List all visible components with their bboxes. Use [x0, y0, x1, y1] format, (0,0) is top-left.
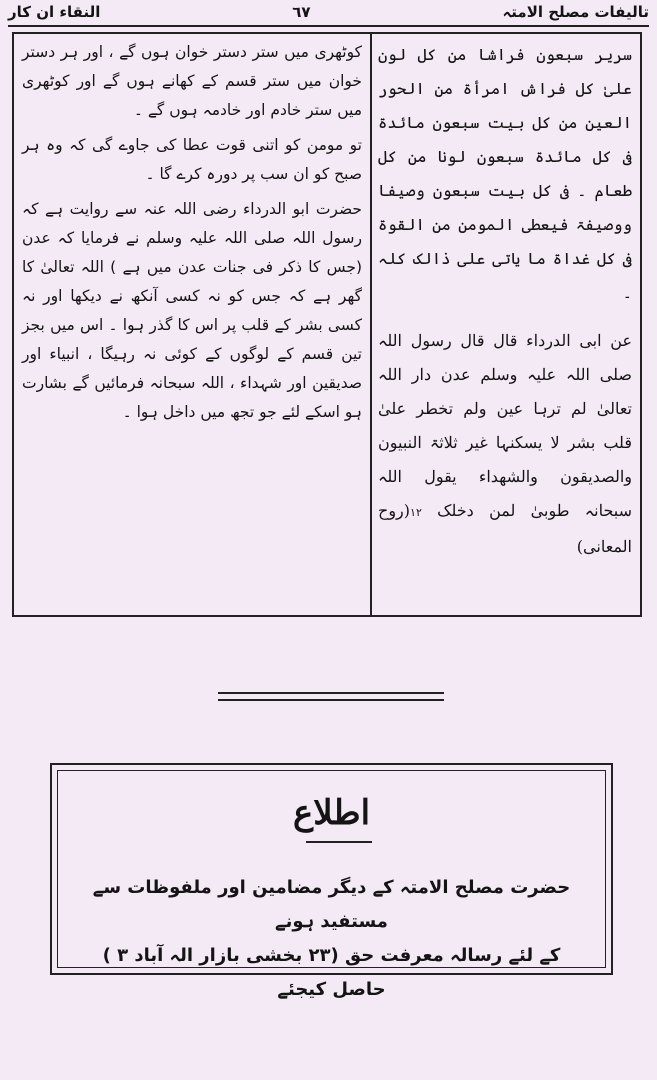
notice-line: کے لئے رسالہ معرفت حق (٢٣ بخشی بازار الہ آباد ٣ ) حاصل کیجئے — [102, 945, 561, 1000]
footnote-mark: ١٢ — [410, 506, 422, 519]
urdu-column — [22, 38, 362, 427]
urdu-paragraph: تو مومن کو اتنی قوت عطا کی جاوے گی کہ وہ ہر صبح کو ان سب پر دورہ کرے گا ۔ — [22, 136, 362, 183]
book-title: تالیفات مصلح الامتہ — [502, 3, 649, 21]
notice-text — [74, 871, 589, 1007]
separator-rule-bottom — [218, 699, 444, 701]
urdu-paragraph: حضرت ابو الدرداء رضی اللہ عنہ سے روایت ہے کہ رسول اللہ صلی اللہ علیہ وسلم نے فرمایا کہ عدن (جس کا ذکر فی جنات عدن میں ہے ) اللہ تعالیٰ کا گھر ہے کہ جس کو نہ کسی آنکھ نے دیکھا اور نہ کسی بشر کے قلب پر اس کا گذر ہوا ۔ اس میں بجز تین قسم کے لوگوں کے کوئی نہ رہیگا ، انبیاء اور صدیقین اور شہداء ، اللہ سبحانہ فرمائیں گے بشارت ہو اسکے لئے جو تجھ میں داخل ہوا ۔ — [22, 200, 362, 421]
notice-title-underline — [306, 841, 372, 843]
section-title: النقاء ان کار — [8, 3, 101, 21]
header-rule — [8, 25, 649, 27]
column-divider — [370, 32, 372, 617]
arabic-paragraph: سریر سبعون فراشا من کل لون علیٰ کل فراش امرأۃ من الحور العین من کل بیت سبعون مائدۃ فی کل مائدۃ سبعون لونا من کل طعام ۔ فی کل بیت سبعون وصیفا ووصیفۃ فیعطی المومن من القوۃ فی کل غداۃ ما یاتی علی ذالک کلہ ۔ — [378, 45, 632, 302]
urdu-paragraph: کوٹھری میں ستر دستر خوان ہوں گے ، اور ہر دستر خوان میں ستر قسم کے کھانے ہوں گے اور کوٹھری میں ستر خادم اور خادمہ ہوں گے ۔ — [22, 43, 362, 119]
arabic-paragraph-text: عن ابی الدرداء قال قال رسول اللہ صلی اللہ علیہ وسلم عدن دار اللہ تعالیٰ لم ترہا عین ولم تخطر علیٰ قلب بشر لا یسکنہا غیر ثلاثۃ النبیون والصدیقون والشھداء یقول اللہ سبحانہ طوبیٰ لمن دخلک — [378, 331, 633, 520]
notice-title: اطلاع — [292, 793, 371, 833]
page-number: ٦٧ — [292, 3, 311, 21]
arabic-column — [378, 38, 632, 564]
arabic-paragraph — [378, 324, 632, 564]
notice-inner-border — [57, 770, 606, 1000]
separator-rule-top — [218, 692, 444, 694]
notice-line: حضرت مصلح الامتہ کے دیگر مضامین اور ملفوظات سے مستفید ہونے — [92, 877, 571, 932]
citation: (روح المعانی) — [378, 501, 632, 556]
page-header — [8, 0, 649, 24]
notice-box — [50, 763, 613, 1000]
